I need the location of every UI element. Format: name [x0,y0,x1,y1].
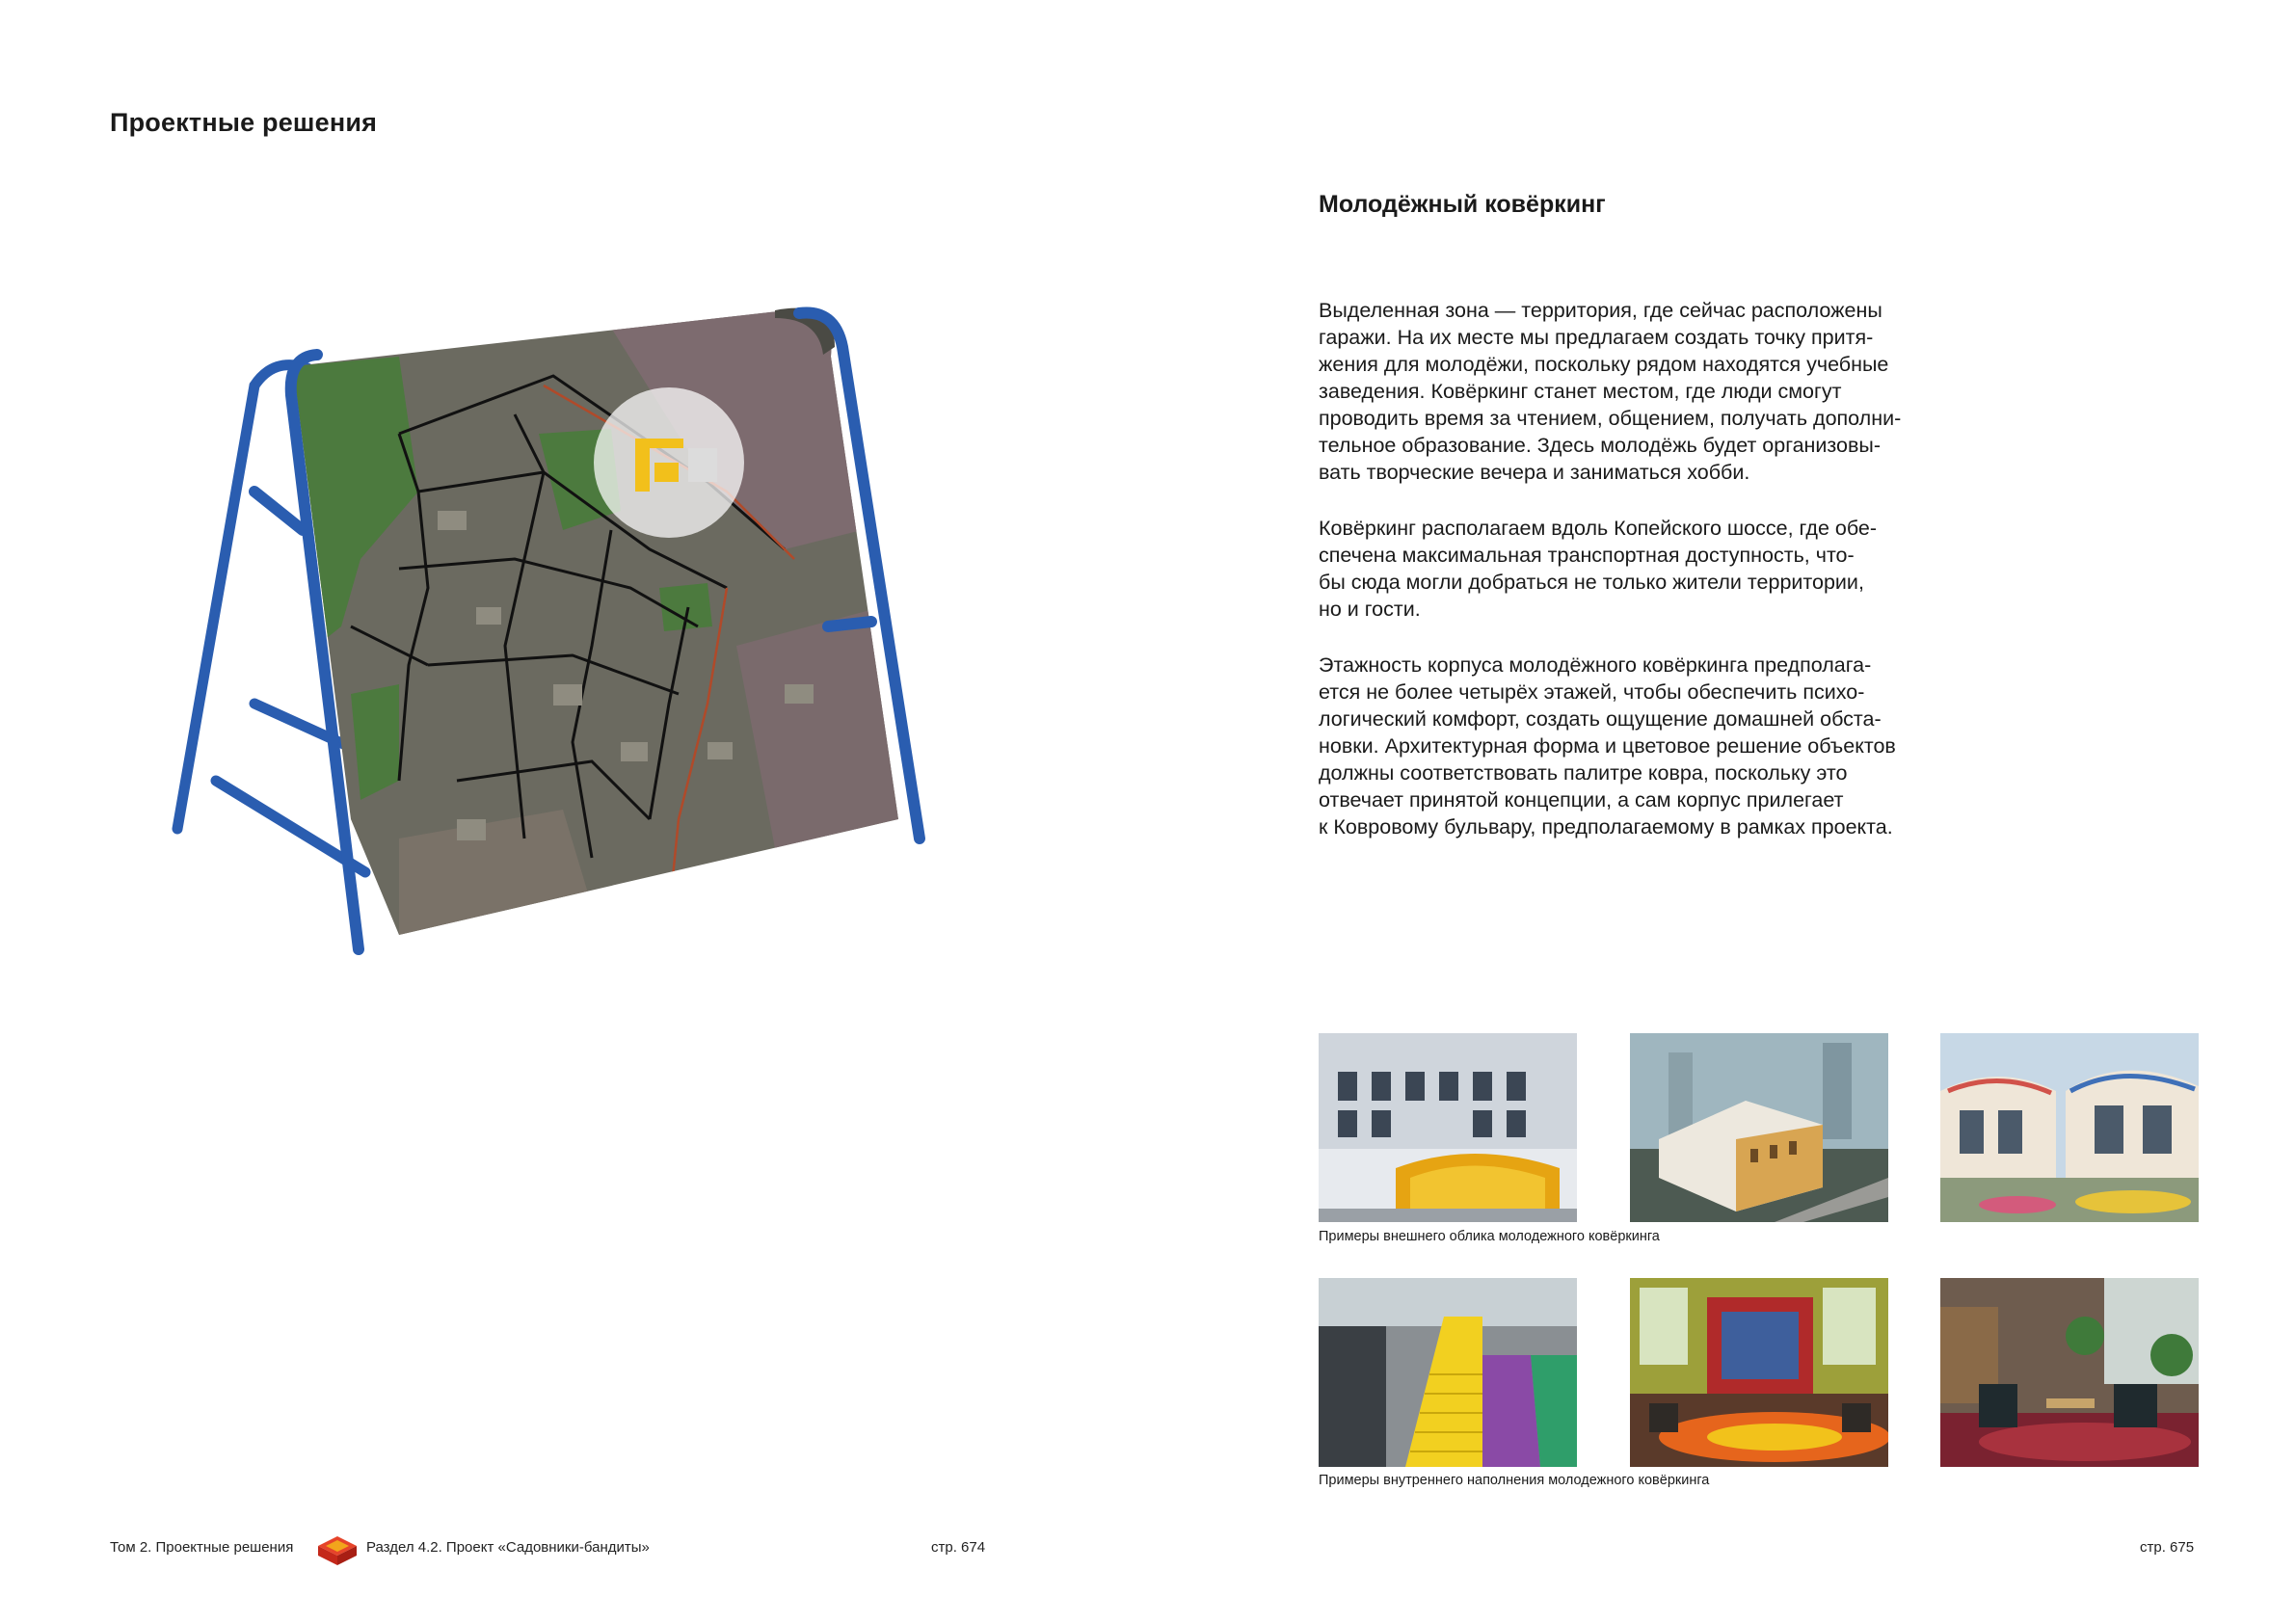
paragraph-text: Этажность корпуса молодёжного ковёркинга предполага- ется не более четырёх этажей, чтобы обеспечить психо- логический комфорт, создать ощущение домашней обста- новки. Архитектурная форма и цветовое решение объектов должны соответствовать палитре ковра, поскольку это отвечает принятой концепции, а сам корпус прилегает к Ковровому бульвару, предполагаемому в рамках проекта. [1319,653,1896,839]
page-number-right: стр. 675 [2140,1539,2195,1556]
interior-photo-3 [1940,1278,2199,1467]
article-paragraph-1 [1319,297,1945,486]
site-highlight-circle [594,387,744,538]
footer-section: Раздел 4.2. Проект «Садовники-бандиты» [366,1539,650,1556]
article-heading: Молодёжный ковёркинг [1319,191,1606,218]
exterior-photo-3 [1940,1033,2199,1222]
article-paragraph-3 [1319,652,1945,840]
exterior-photo-2 [1630,1033,1888,1222]
exterior-photo-1 [1319,1033,1577,1222]
interior-photo-1 [1319,1278,1577,1467]
interior-photo-2 [1630,1278,1888,1467]
article-paragraph-2 [1319,515,1945,623]
footer-volume: Том 2. Проектные решения [110,1539,294,1556]
paragraph-text: Выделенная зона — территория, где сейчас расположены гаражи. На их месте мы предлагаем создать точку притя- жения для молодёжи, поскольку рядом находятся учебные заведения. Ковёркинг станет местом, где люди смогут проводить время за чтением, общением, получать дополни- тельное образование. Здесь молодёжь будет организовы- вать творческие вечера и заниматься хобби. [1319,299,1902,484]
exterior-caption: Примеры внешнего облика молодежного ковёркинга [1319,1229,1660,1244]
easel-map-illustration [110,241,997,1012]
page-number-left: стр. 674 [931,1539,986,1556]
carpet-logo-icon [316,1532,359,1567]
paragraph-text: Ковёркинг располагаем вдоль Копейского шоссе, где обе- спечена максимальная транспортная доступность, что- бы сюда могли добраться не только жители территории, но и гости. [1319,517,1878,621]
interior-caption: Примеры внутреннего наполнения молодежного ковёркинга [1319,1473,1710,1488]
section-title: Проектные решения [110,108,378,137]
